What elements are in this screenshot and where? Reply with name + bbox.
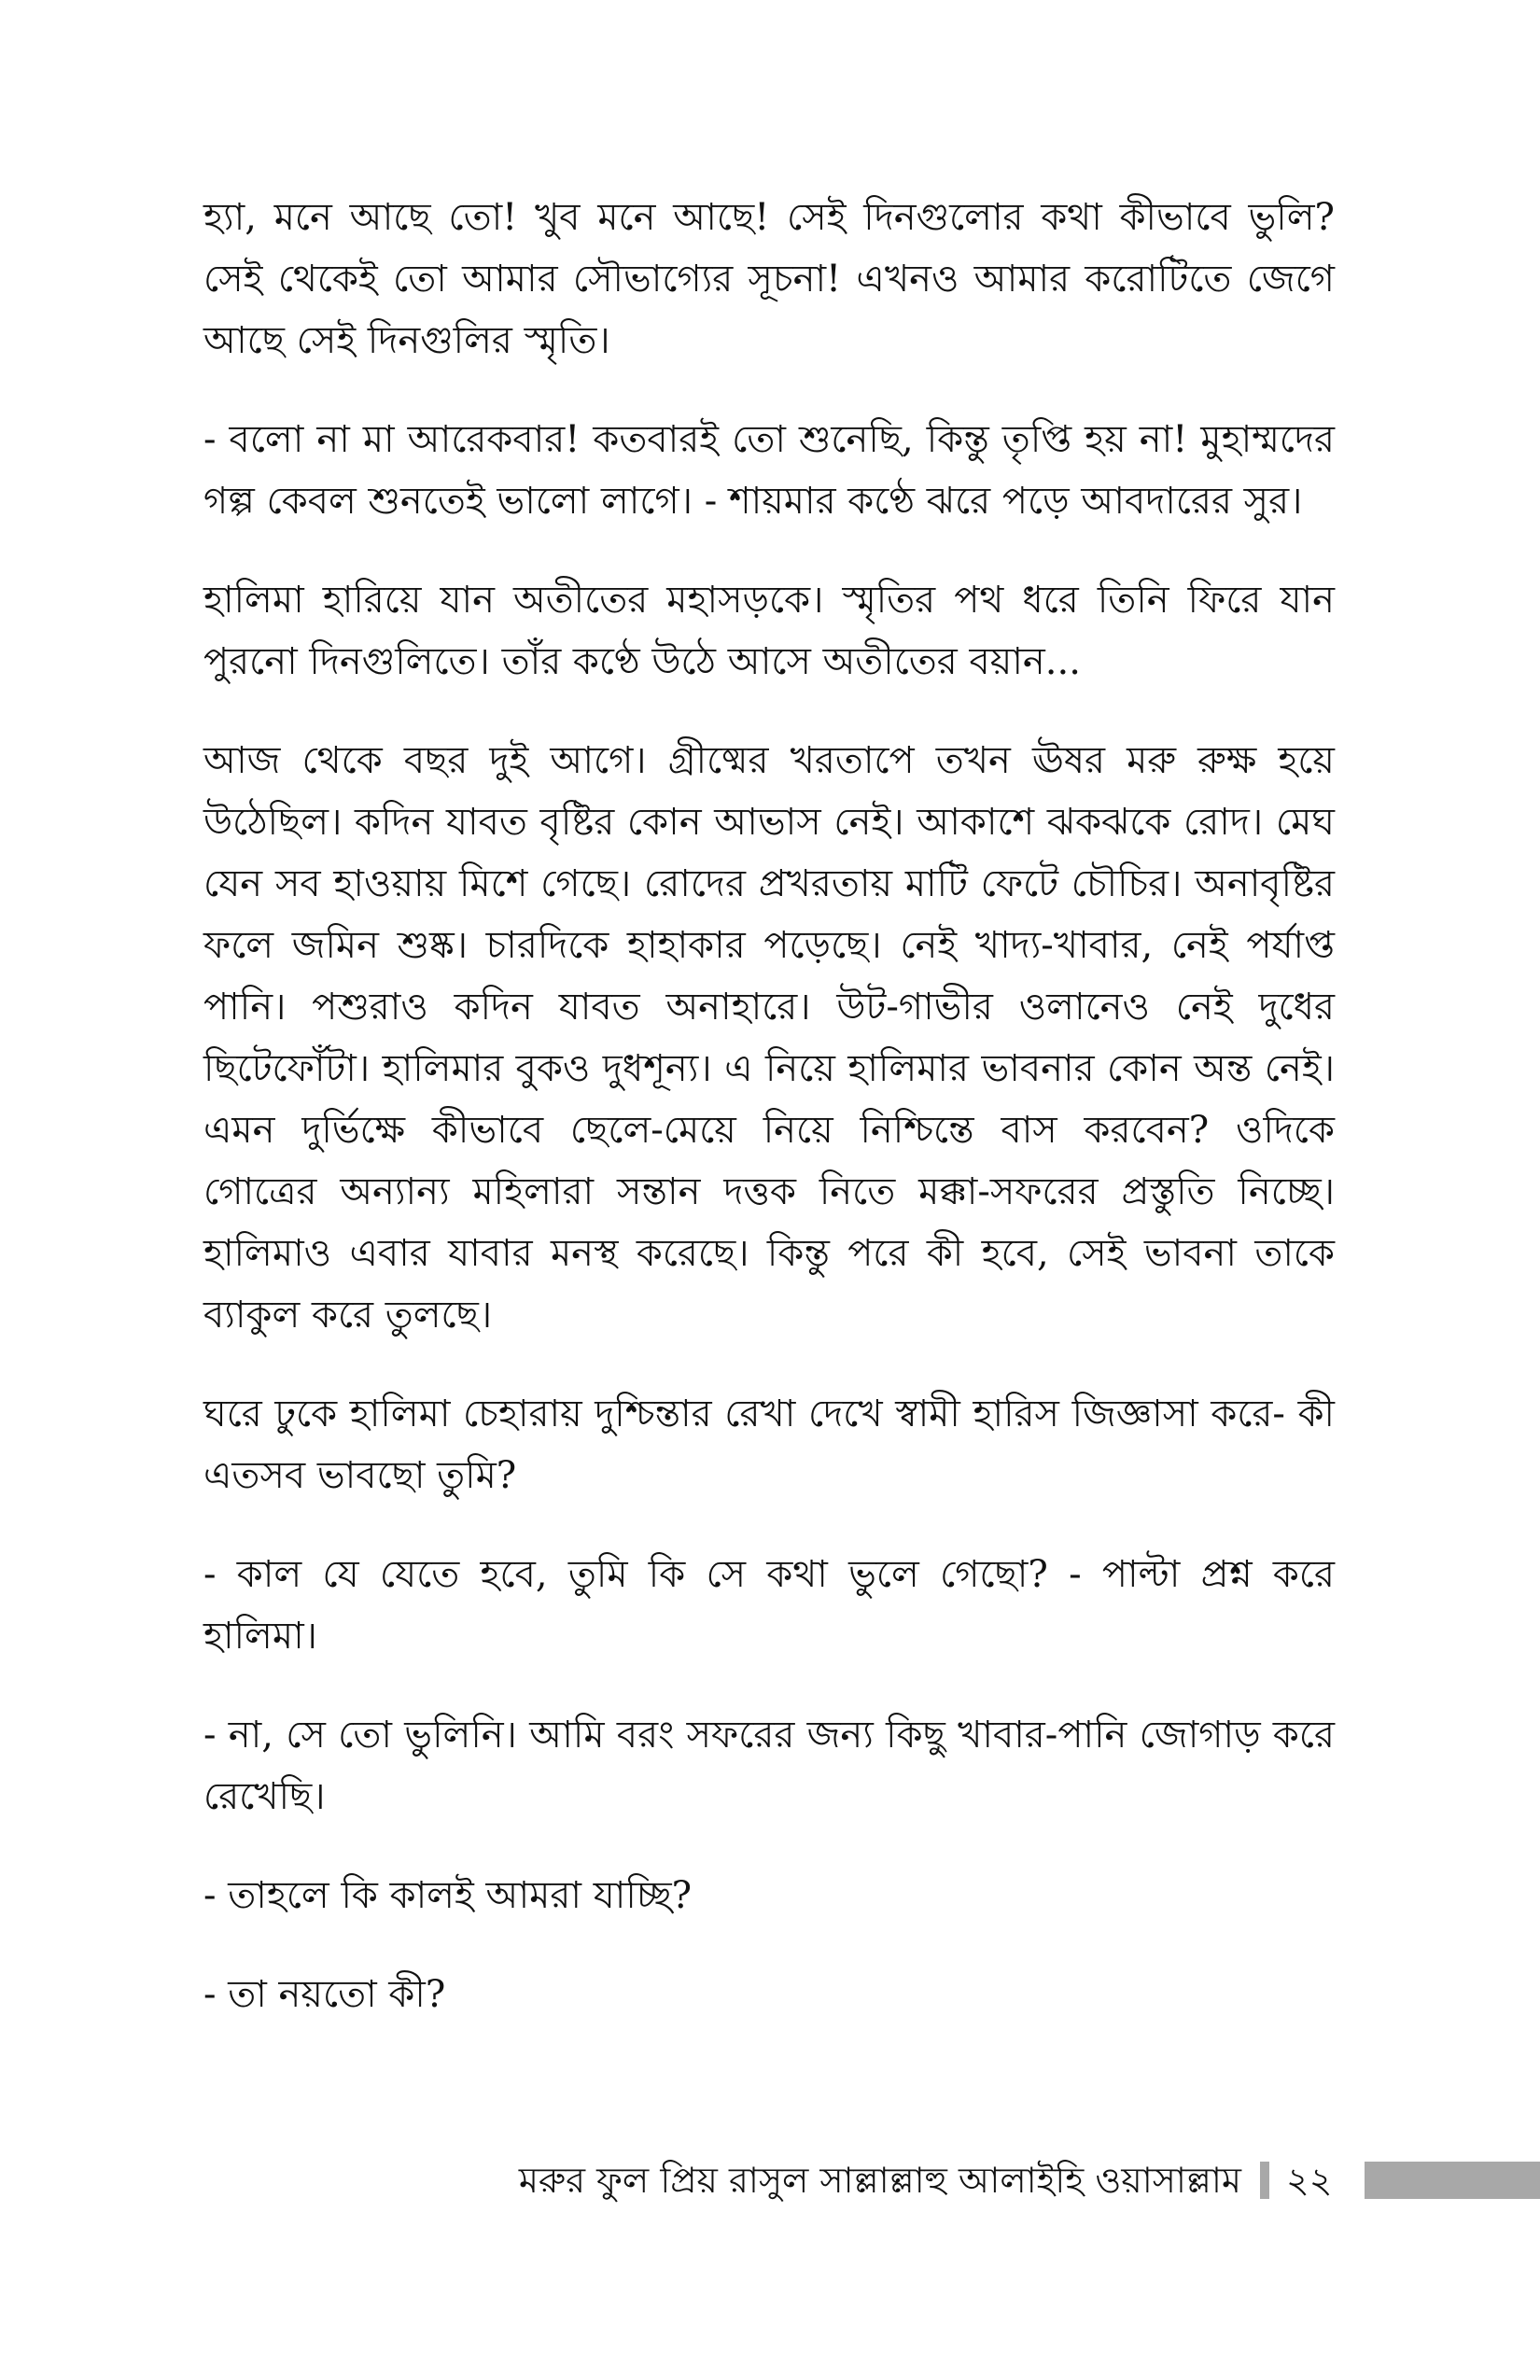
paragraph-shayma-request: - বলো না মা আরেকবার! কতবারই তো শুনেছি, কিন্তু তৃপ্তি হয় না! মুহাম্মদের গল্প কেবল শুনতেই ভালো লাগে। - শায়মার কণ্ঠে ঝরে পড়ে আবদারের সুর। <box>203 418 1335 523</box>
paragraph-haris-question: ঘরে ঢুকে হালিমা চেহারায় দুশ্চিন্তার রেখা দেখে স্বামী হারিস জিজ্ঞাসা করে- কী এতসব ভাবছো তুমি? <box>203 1393 1335 1497</box>
dialogue-line: - তাহলে কি কালই আমরা যাচ্ছি? <box>203 1874 693 1917</box>
page-number: ২২ <box>1286 2160 1333 2201</box>
dialogue-line: - না, সে তো ভুলিনি। আমি বরং সফরের জন্য কিছু খাবার-পানি জোগাড় করে রেখেছি। <box>203 1714 1335 1818</box>
page-footer <box>0 2154 1540 2206</box>
page-body <box>203 187 1335 2063</box>
dialogue-line: - কাল যে যেতে হবে, তুমি কি সে কথা ভুলে গেছো? - পাল্টা প্রশ্ন করে হালিমা। <box>203 1553 1335 1658</box>
running-footer-title: মরুর ফুল প্রিয় রাসুল সাল্লাল্লাহু আলাইহি ওয়াসাল্লাম <box>518 2160 1241 2201</box>
footer-separator <box>1260 2162 1269 2199</box>
dialogue-line: - তা নয়তো কী? <box>203 1973 446 2016</box>
paragraph-drought-narrative: আজ থেকে বছর দুই আগে। গ্রীষ্মের খরতাপে তখন ঊষর মরু রুক্ষ হয়ে উঠেছিল। কদিন যাবত বৃষ্টির কোন আভাস নেই। আকাশে ঝকঝকে রোদ। মেঘ যেন সব হাওয়ায় মিশে গেছে। রোদের প্রখরতায় মাটি ফেটে চৌচির। অনাবৃষ্টির ফলে জমিন শুষ্ক। চারদিকে হাহাকার পড়েছে। নেই খাদ্য-খাবার, নেই পর্যাপ্ত পানি। পশুরাও কদিন যাবত অনাহারে। উট-গাভীর ওলানেও নেই দুধের ছিটেফোঁটা। হালিমার বুকও দুধশূন্য। এ নিয়ে হালিমার ভাবনার কোন অন্ত নেই। এমন দুর্ভিক্ষে কীভাবে ছেলে-মেয়ে নিয়ে নিশ্চিন্তে বাস করবেন? ওদিকে গোত্রের অন্যান্য মহিলারা সন্তান দত্তক নিতে মক্কা-সফরের প্রস্তুতি নিচ্ছে। হালিমাও এবার যাবার মনস্থ করেছে। কিন্তু পরে কী হবে, সেই ভাবনা তাকে ব্যাকুল করে তুলছে। <box>203 739 1335 1337</box>
paragraph-halima-recall: হালিমা হারিয়ে যান অতীতের মহাসড়কে। স্মৃতির পথ ধরে তিনি ফিরে যান পুরনো দিনগুলিতে। তাঁর কণ্ঠে উঠে আসে অতীতের বয়ান... <box>203 579 1335 683</box>
paragraph-memory: হ্যা, মনে আছে তো! খুব মনে আছে! সেই দিনগুলোর কথা কীভাবে ভুলি? সেই থেকেই তো আমার সৌভাগ্যের সূচনা! এখনও আমার করোটিতে জেগে আছে সেই দিনগুলির স্মৃতি। <box>203 196 1335 362</box>
footer-decorative-bar <box>1365 2162 1540 2199</box>
